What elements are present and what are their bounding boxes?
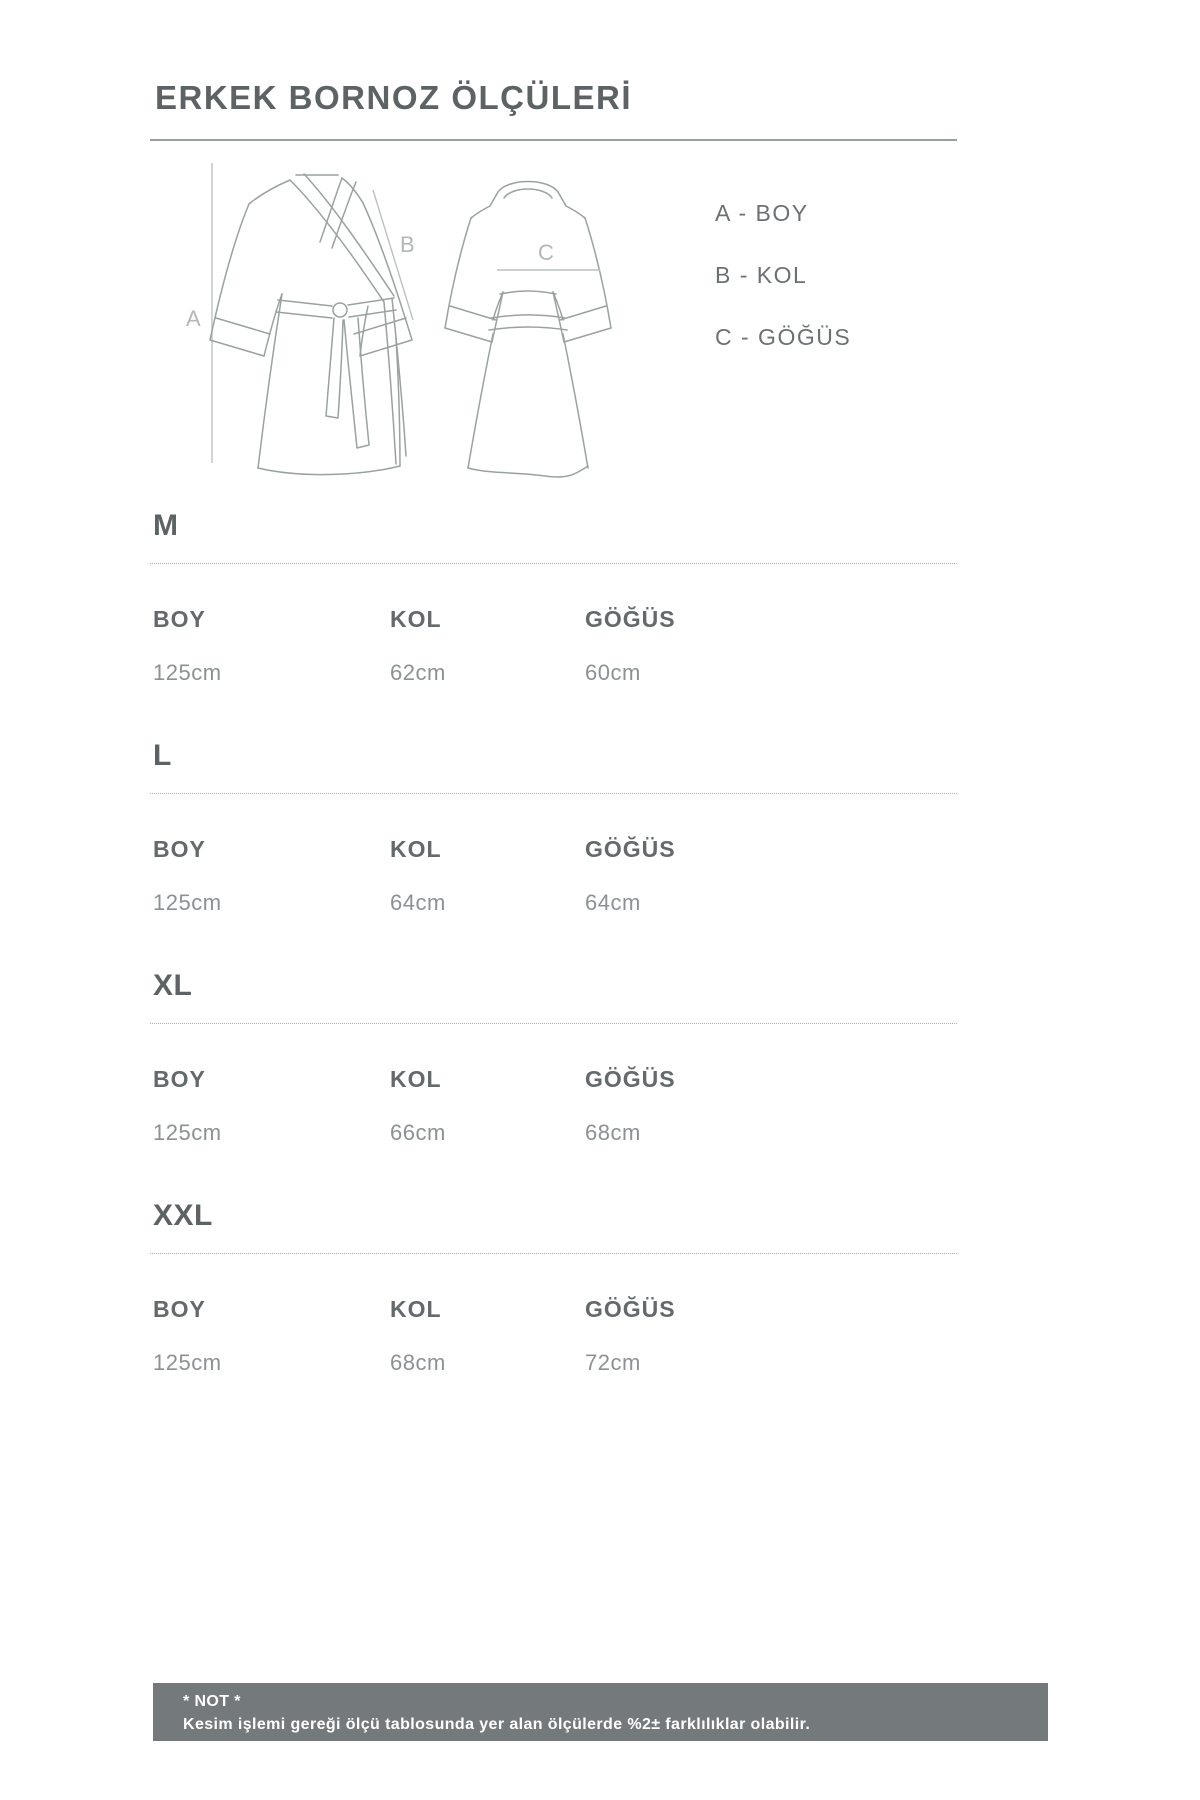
size-label: XL [153,969,193,1002]
measurement-col-boy [153,835,363,916]
column-header-kol: KOL [390,1066,442,1092]
column-header-gogus: GÖĞÜS [585,1296,676,1322]
measurement-value-gogus: 68cm [585,1120,641,1145]
size-label: L [153,739,172,772]
measurement-col-boy [153,1065,363,1146]
measurement-col-gogus [585,1065,795,1146]
measurement-value-kol: 64cm [390,890,446,915]
measurement-col-gogus [585,835,795,916]
column-header-kol: KOL [390,1296,442,1322]
legend-item-kol: B - KOL [715,262,808,288]
measurement-value-boy: 125cm [153,1350,222,1375]
column-header-boy: BOY [153,606,206,632]
size-label: XXL [153,1199,213,1232]
column-header-boy: BOY [153,836,206,862]
robe-size-diagram [170,148,710,478]
legend-item-gogus: C - GÖĞÜS [715,324,852,350]
footer-note-text: Kesim işlemi gereği ölçü tablosunda yer alan ölçülerde %2± farklılıklar olabilir. [183,1716,811,1733]
measurement-value-gogus: 72cm [585,1350,641,1375]
size-section-xl [150,969,957,1169]
measurement-value-gogus: 60cm [585,660,641,685]
measurement-col-boy [153,1295,363,1376]
measure-label-c: C [538,240,555,265]
section-divider [150,793,957,794]
measurement-value-boy: 125cm [153,890,222,915]
column-header-gogus: GÖĞÜS [585,1066,676,1092]
measurement-value-kol: 68cm [390,1350,446,1375]
measurement-value-boy: 125cm [153,660,222,685]
footer-note [153,1683,1048,1741]
section-divider [150,563,957,564]
measurement-col-gogus [585,1295,795,1376]
column-header-kol: KOL [390,606,442,632]
page-title: ERKEK BORNOZ ÖLÇÜLERİ [155,79,632,116]
title-divider [150,139,957,141]
section-divider [150,1253,957,1254]
section-divider [150,1023,957,1024]
column-header-boy: BOY [153,1296,206,1322]
measurement-col-kol [390,835,600,916]
measurement-value-gogus: 64cm [585,890,641,915]
measurement-col-kol [390,605,600,686]
size-section-xxl [150,1199,957,1399]
footer-note-title: * NOT * [183,1693,241,1710]
column-header-kol: KOL [390,836,442,862]
measurement-col-boy [153,605,363,686]
measurement-legend [715,200,851,386]
measurement-col-kol [390,1065,600,1146]
measure-label-a: A [186,306,202,331]
size-section-m [150,509,957,709]
measurement-value-boy: 125cm [153,1120,222,1145]
legend-item-boy: A - BOY [715,200,809,226]
measurement-col-gogus [585,605,795,686]
measurement-value-kol: 66cm [390,1120,446,1145]
measurement-col-kol [390,1295,600,1376]
column-header-gogus: GÖĞÜS [585,836,676,862]
size-section-l [150,739,957,939]
column-header-gogus: GÖĞÜS [585,606,676,632]
measure-label-b: B [400,232,416,257]
column-header-boy: BOY [153,1066,206,1092]
measurement-value-kol: 62cm [390,660,446,685]
back-robe-illustration [445,182,611,478]
size-label: M [153,509,179,542]
